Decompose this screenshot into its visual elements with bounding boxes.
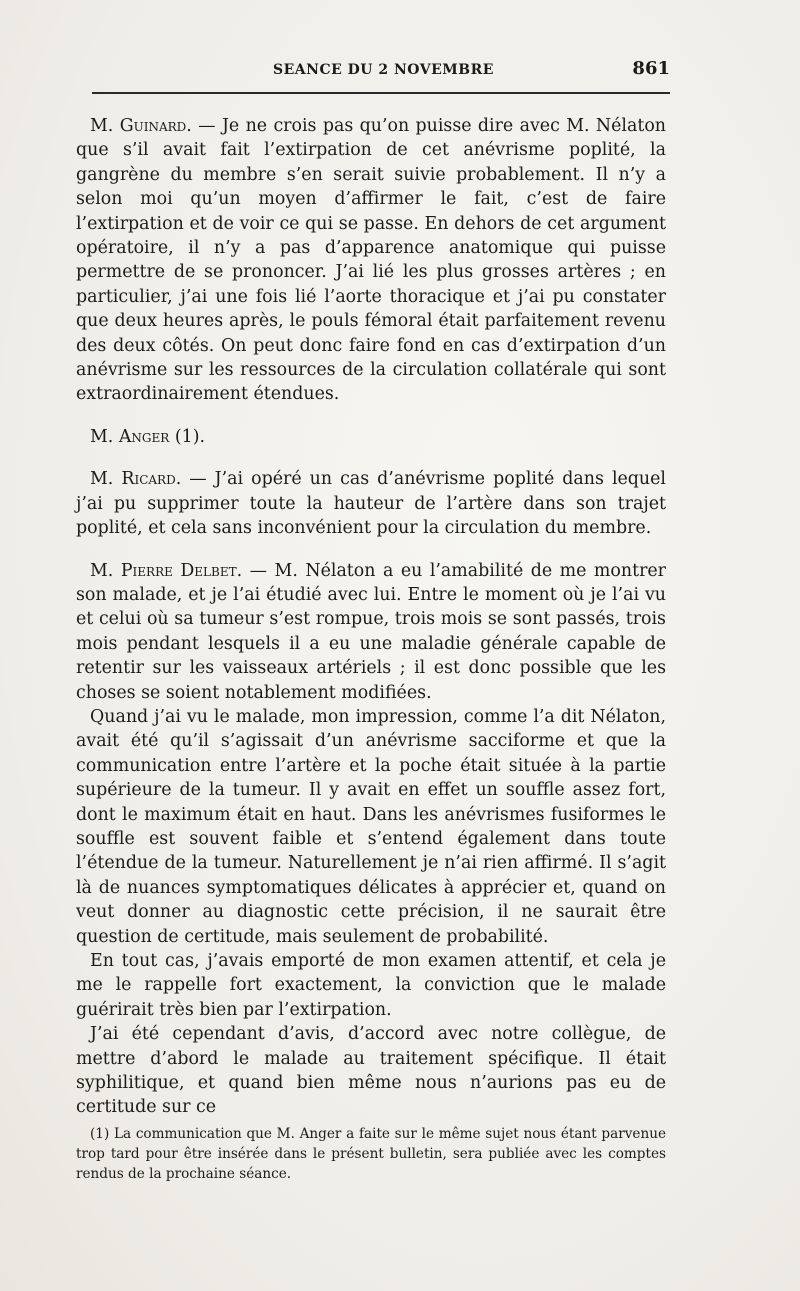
speaker-name: M. Ricard.	[90, 469, 182, 490]
paragraph-delbet-2	[76, 705, 666, 949]
paragraph-ricard	[76, 467, 666, 540]
paragraph-text: (1).	[169, 426, 206, 447]
page-header	[78, 58, 670, 84]
paragraph-text: En tout cas, j’avais emporté de mon examen attentif, et cela je me le rappelle fort exactement, la conviction que le malade guérirait très bien par l’extirpation.	[76, 951, 666, 1020]
paragraph-text: Quand j’ai vu le malade, mon impression, comme l’a dit Nélaton, avait été qu’il s’agissait d’un anévrisme sacciforme et que la communication entre l’artère et la poche était située à la partie supérieure de la tumeur. Il y avait en effet un souffle assez fort, dont le maximum était en haut. Dans les anévrismes fusiformes le souffle est souvent faible et s’entend également dans toute l’étendue de la tumeur. Naturellement je n’ai rien affirmé. Il s’agit là de nuances symptomatiques délicates à apprécier et, quand on veut donner au diagnostic cette précision, il ne saurait être question de certitude, mais seulement de probabilité.	[76, 706, 666, 947]
paragraph-delbet	[76, 559, 666, 705]
paragraph-text: — M. Nélaton a eu l’amabilité de me montrer son malade, et je l’ai étudié avec lui. Entre le moment où je l’ai vu et celui où sa tumeur s’est rompue, trois mois se sont passés, trois mois pendant lesquels il a eu une maladie générale capable de retentir sur les vaisseaux artériels ; il est donc possible que les choses se soient notablement modifiées.	[76, 560, 666, 703]
speaker-name: M. Pierre Delbet.	[90, 560, 243, 581]
paragraph-text: — J’ai opéré un cas d’anévrisme poplité dans lequel j’ai pu supprimer toute la hauteur de l’artère dans son trajet poplité, et cela sans inconvénient pour la circulation du membre.	[76, 469, 666, 539]
speaker-name: M. Guinard.	[90, 116, 192, 136]
header-rule	[92, 92, 670, 94]
footnote-1: (1) La communication que M. Anger a faite sur le même sujet nous étant parvenue trop tard pour être insérée dans le présent bulletin, sera publiée avec les comptes rendus de la prochaine séance.	[76, 1126, 666, 1182]
speaker-name: M. Anger	[90, 426, 170, 447]
body-text	[76, 114, 666, 1120]
paragraph-delbet-4	[76, 1022, 666, 1120]
paragraph-text: J’ai été cependant d’avis, d’accord avec notre collègue, de mettre d’abord le malade au traitement spécifique. Il était syphilitique, et quand bien même nous n’aurions pas eu de certitude sur ce	[76, 1024, 666, 1118]
paragraph-anger	[76, 425, 666, 449]
paragraph-text: — Je ne crois pas qu’on puisse dire avec M. Nélaton que s’il avait fait l’extirpation de cet anévrisme poplité, la gangrène du membre s’en serait suivie probablement. Il n’y a selon moi qu’un moyen d’affirmer le fait, c’est de faire l’extirpation et de voir ce qui se passe. En dehors de cet argument opératoire, il n’y a pas d’apparence anatomique qui puisse permettre de se prononcer. J’ai lié les plus grosses artères ; en particulier, j’ai une fois lié l’aorte thoracique et j’ai pu constater que deux heures après, le pouls fémoral était parfaitement revenu des deux côtés. On peut donc faire fond en cas d’extirpation d’un anévrisme sur les ressources de la circulation collatérale qui sont extraordinairement étendues.	[76, 116, 666, 405]
page-number: 861	[632, 58, 670, 79]
footnotes	[76, 1124, 666, 1184]
paragraph-delbet-3	[76, 949, 666, 1022]
paragraph-guinard	[76, 114, 666, 407]
running-title: SEANCE DU 2 NOVEMBRE	[273, 62, 494, 78]
